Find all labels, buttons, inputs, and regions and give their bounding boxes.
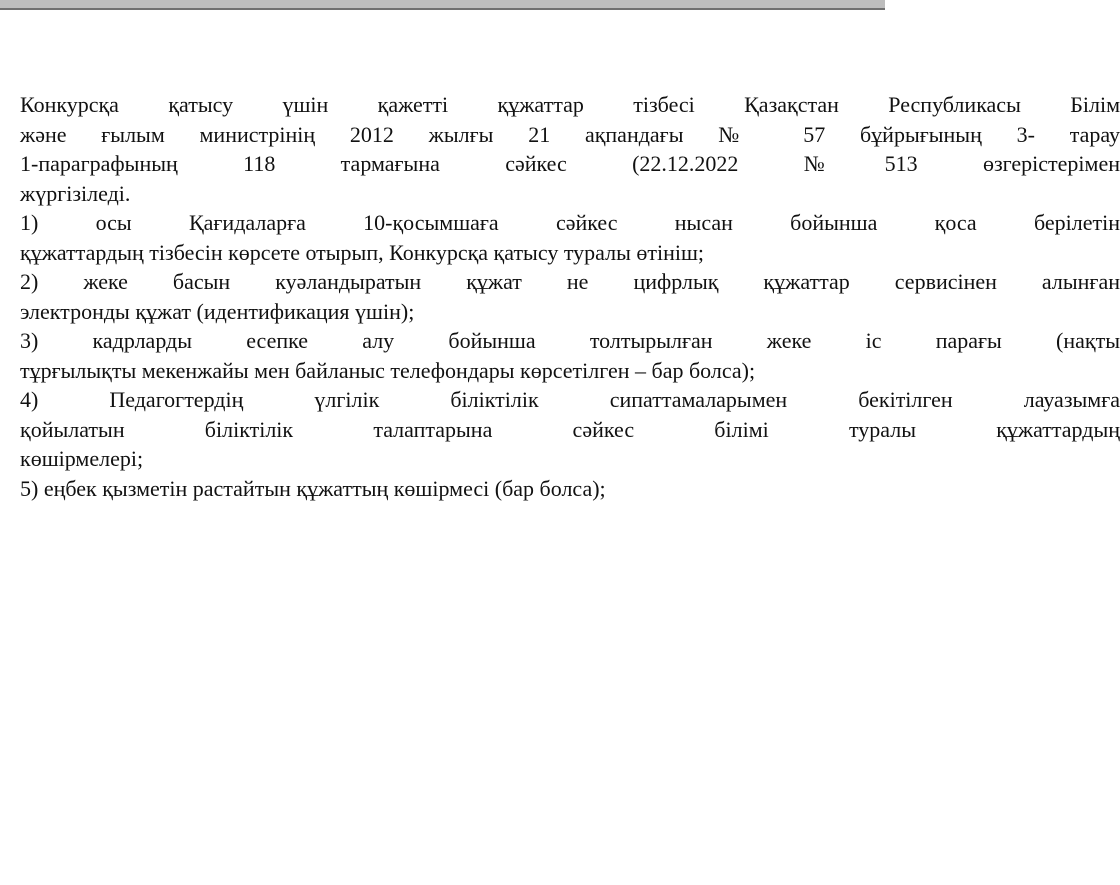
window-top-bar bbox=[0, 0, 885, 10]
document-line: тұрғылықты мекенжайы мен байланыс телефондары көрсетілген – бар болса); bbox=[20, 357, 756, 383]
document-line: құжаттардың тізбесін көрсете отырып, Конкурсқа қатысу туралы өтініш; bbox=[20, 239, 705, 265]
document-line: 4) Педагогтердің үлгілік біліктілік сипаттамаларымен бекітілген лауазымға bbox=[20, 387, 1120, 412]
document-line: 3) кадрларды есепке алу бойынша толтырылған жеке іс парағы (нақты bbox=[20, 328, 1120, 353]
document-line: 1-параграфының 118 тармағына сәйкес (22.12.2022 №513 өзгерістерімен bbox=[20, 151, 1120, 176]
document-line: Конкурсқа қатысу үшін қажетті құжаттар тізбесі Қазақстан Республикасы Білім bbox=[20, 92, 1120, 117]
document-line: электронды құжат (идентификация үшін); bbox=[20, 298, 415, 324]
document-line: жүргізіледі. bbox=[20, 180, 131, 206]
document-line: көшірмелері; bbox=[20, 446, 144, 471]
document-page bbox=[20, 90, 1120, 503]
document-line: 1) осы Қағидаларға 10-қосымшаға сәйкес нысан бойынша қоса берілетін bbox=[20, 210, 1120, 235]
document-line: 5) еңбек қызметін растайтын құжаттың көшірмесі (бар болса); bbox=[20, 475, 606, 501]
document-line: қойылатын біліктілік талаптарына сәйкес білімі туралы құжаттардың bbox=[20, 416, 1120, 442]
document-line: және ғылым министрінің 2012 жылғы 21 ақпандағы № 57 бұйрығының 3- тарау bbox=[20, 121, 1120, 147]
document-line: 2) жеке басын куәландыратын құжат не цифрлық құжаттар сервисінен алынған bbox=[20, 269, 1120, 294]
